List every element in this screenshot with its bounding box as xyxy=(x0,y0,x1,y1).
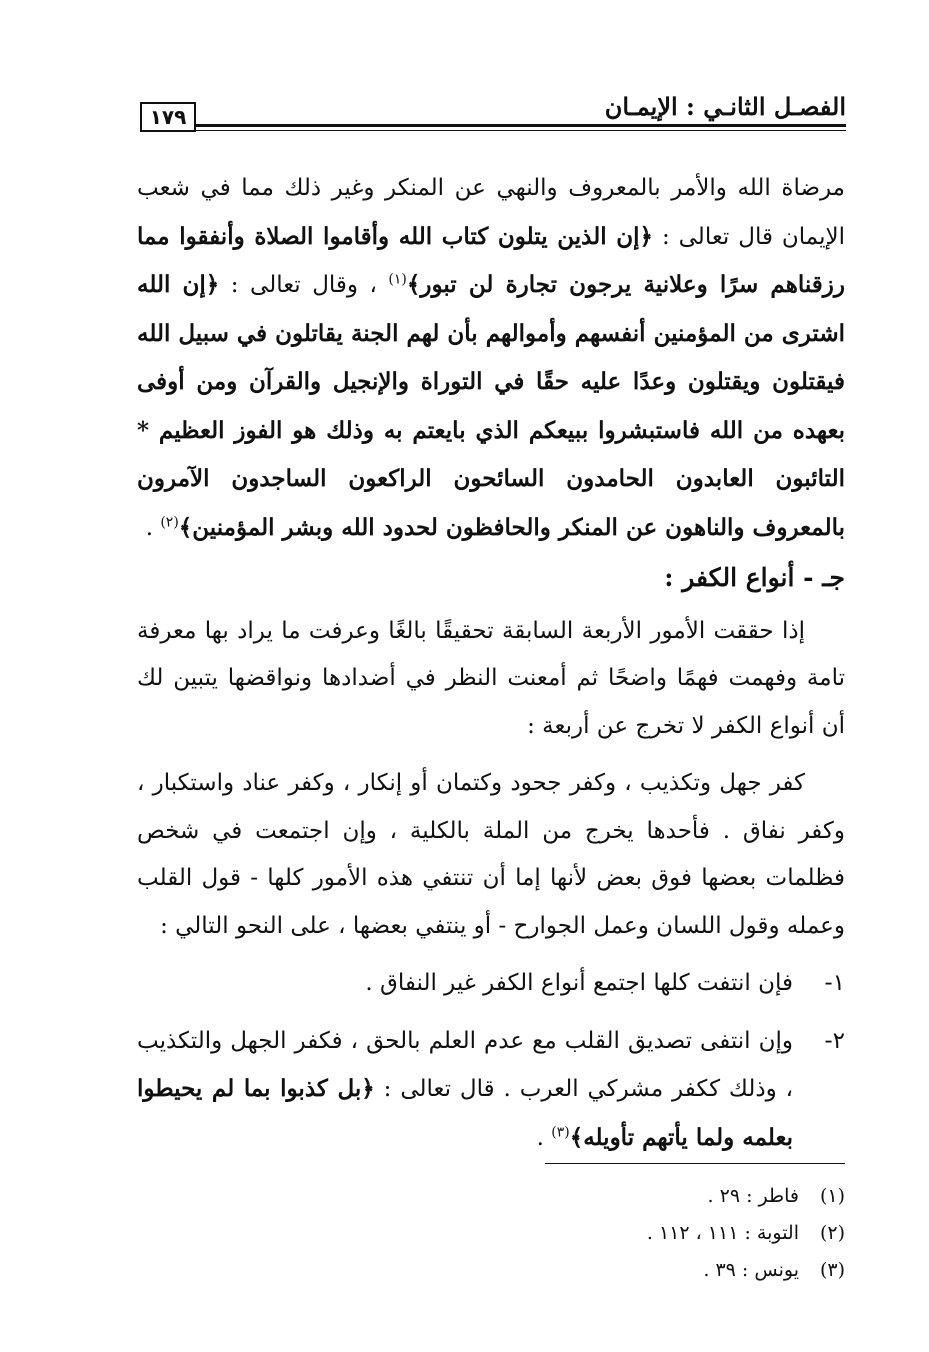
paragraph-quranic-verses xyxy=(137,165,845,552)
list-number: ١- xyxy=(824,970,845,996)
footnote-ref: (٣) xyxy=(551,1123,570,1140)
footnote-ref: (١) xyxy=(388,271,407,288)
footnote-ref: (٢) xyxy=(160,513,179,530)
footnote-text: فاطر : ٢٩ . xyxy=(707,1185,799,1207)
chapter-title: الفصـل الثانـي : الإيمـان xyxy=(604,92,846,121)
footnote xyxy=(345,1178,845,1215)
text-run: . xyxy=(536,1124,552,1151)
page-number: ١٧٩ xyxy=(140,102,196,132)
quran-verse: ﴿إن الذين يتلون كتاب الله وأقاموا الصلاة وأنفقوا مما رزقناهم سرًا وعلانية يرجون تجارة لن تبور﴾ xyxy=(137,222,845,298)
header-rule-thin xyxy=(196,130,846,131)
quran-verse: ﴿إن الله اشترى من المؤمنين أنفسهم وأموالهم بأن لهم الجنة يقاتلون في سبيل الله فيقتلون ويقتلون وعدًا عليه حقًا في التوراة والإنجيل والقرآن ومن أوفى بعهده من الله فاستبشروا ببيعكم الذي بايعتم به وذلك هو الفوز العظيم * التائبون العابدون الحامدون السائحون الراكعون الساجدون الآمرون بالمعروف والناهون عن المنكر والحافظون لحدود الله وبشر المؤمنين﴾ xyxy=(137,271,845,541)
page-header xyxy=(140,84,846,144)
footnote-number: (٣) xyxy=(819,1259,845,1281)
footnote xyxy=(345,1215,845,1252)
list-item xyxy=(137,1018,845,1163)
footnote xyxy=(345,1252,845,1289)
footnotes xyxy=(345,1178,845,1289)
text-run: مرضاة الله والأمر بالمعروف والنهي عن المنكر وغير ذلك مما في شعب الإيمان قال تعالى : xyxy=(137,175,845,250)
list-text: فإن انتفت كلها اجتمع أنواع الكفر غير النفاق . xyxy=(365,970,793,996)
list-item xyxy=(137,960,845,1008)
footnote-number: (١) xyxy=(819,1185,845,1207)
text-run: . xyxy=(145,514,161,541)
list-text xyxy=(137,1018,793,1163)
paragraph-intro: إذا حققت الأمور الأربعة السابقة تحقيقًا بالغًا وعرفت ما يراد بها معرفة تامة وفهمت فهمًا واضحًا ثم أمعنت النظر في أضدادها ونواقضها يتبين لك أن أنواع الكفر لا تخرج عن أربعة : xyxy=(137,617,845,739)
section-heading: جـ - أنواع الكفر : xyxy=(664,563,845,592)
list-number: ٢- xyxy=(824,1027,845,1054)
footnote-text: التوبة : ١١١ ، ١١٢ . xyxy=(646,1222,799,1244)
header-rule-thick xyxy=(196,124,846,127)
footnote-separator xyxy=(545,1163,845,1164)
text-run: وإن انتفى تصديق القلب مع عدم العلم بالحق ، فكفر الجهل والتكذيب ، وذلك ككفر مشركي العرب . قال تعالى : xyxy=(137,1027,794,1102)
footnote-number: (٢) xyxy=(819,1222,845,1244)
quran-verse: ﴿بل كذبوا بما لم يحيطوا بعلمه ولما يأتهم تأويله﴾ xyxy=(137,1075,793,1151)
footnote-text: يونس : ٣٩ . xyxy=(703,1259,799,1281)
main-text xyxy=(137,165,845,1162)
paragraph-kinds: كفر جهل وتكذيب ، وكفر جحود وكتمان أو إنكار ، وكفر عناد واستكبار ، وكفر نفاق . فأحدها يخرج من الملة بالكلية ، وإن اجتمعت في شخص فظلمات بعضها فوق بعض لأنها إما أن تنتفي هذه الأمور كلها - قول القلب وعمله وقول اللسان وعمل الجوارح - أو ينتفي بعضها ، على النحو التالي : xyxy=(137,770,845,939)
text-run: ، وقال تعالى : xyxy=(219,272,389,298)
